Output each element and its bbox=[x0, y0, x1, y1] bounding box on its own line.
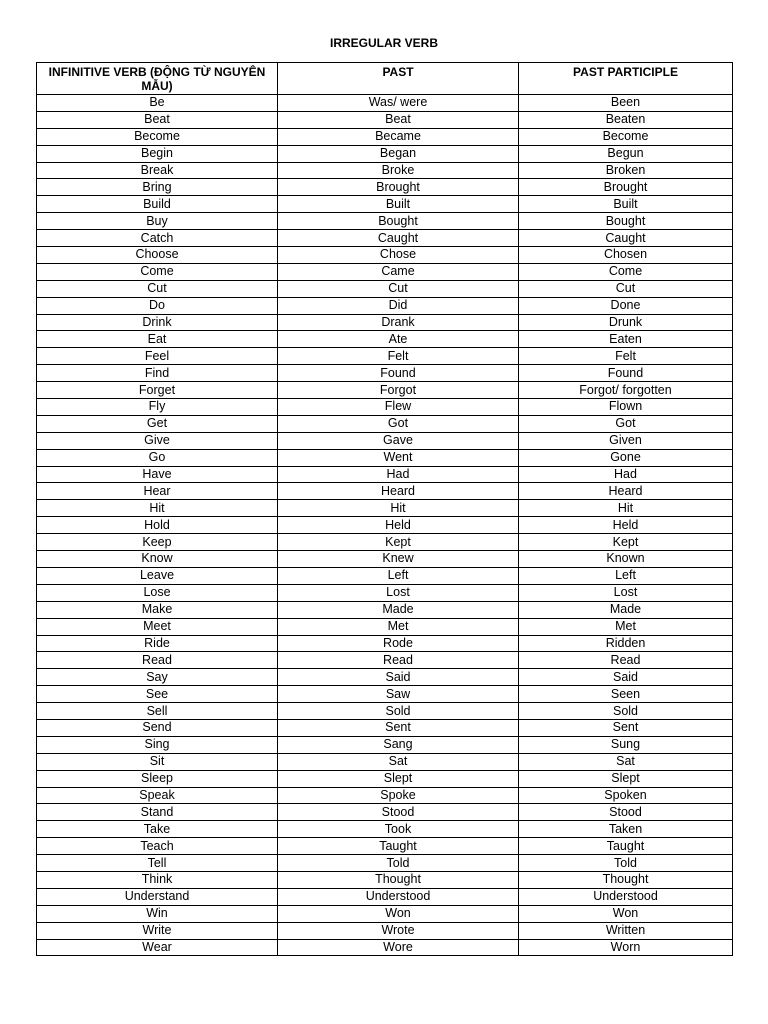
past-participle-cell: Had bbox=[519, 466, 733, 483]
table-row bbox=[37, 331, 733, 348]
past-cell: Began bbox=[278, 145, 519, 162]
header-past: PAST bbox=[278, 63, 519, 95]
infinitive-cell: Ride bbox=[37, 635, 278, 652]
table-body bbox=[37, 95, 733, 956]
past-cell: Kept bbox=[278, 534, 519, 551]
infinitive-cell: Feel bbox=[37, 348, 278, 365]
infinitive-cell: Buy bbox=[37, 213, 278, 230]
table-row bbox=[37, 230, 733, 247]
past-participle-cell: Spoken bbox=[519, 787, 733, 804]
table-row bbox=[37, 635, 733, 652]
past-cell: Wrote bbox=[278, 922, 519, 939]
table-row bbox=[37, 399, 733, 416]
table-row bbox=[37, 500, 733, 517]
past-participle-cell: Held bbox=[519, 517, 733, 534]
past-participle-cell: Done bbox=[519, 297, 733, 314]
infinitive-cell: Fly bbox=[37, 399, 278, 416]
past-participle-cell: Worn bbox=[519, 939, 733, 956]
table-row bbox=[37, 111, 733, 128]
table-row bbox=[37, 703, 733, 720]
past-participle-cell: Lost bbox=[519, 584, 733, 601]
past-participle-cell: Come bbox=[519, 263, 733, 280]
table-row bbox=[37, 601, 733, 618]
infinitive-cell: Drink bbox=[37, 314, 278, 331]
infinitive-cell: Say bbox=[37, 669, 278, 686]
table-row bbox=[37, 145, 733, 162]
past-participle-cell: Ridden bbox=[519, 635, 733, 652]
infinitive-cell: Sing bbox=[37, 736, 278, 753]
table-row bbox=[37, 534, 733, 551]
past-cell: Did bbox=[278, 297, 519, 314]
table-row bbox=[37, 551, 733, 568]
past-participle-cell: Felt bbox=[519, 348, 733, 365]
infinitive-cell: Read bbox=[37, 652, 278, 669]
past-participle-cell: Understood bbox=[519, 888, 733, 905]
past-cell: Read bbox=[278, 652, 519, 669]
past-cell: Was/ were bbox=[278, 95, 519, 112]
past-cell: Found bbox=[278, 365, 519, 382]
past-participle-cell: Slept bbox=[519, 770, 733, 787]
infinitive-cell: Cut bbox=[37, 280, 278, 297]
past-participle-cell: Become bbox=[519, 128, 733, 145]
past-cell: Wore bbox=[278, 939, 519, 956]
table-row bbox=[37, 213, 733, 230]
table-row bbox=[37, 770, 733, 787]
past-participle-cell: Eaten bbox=[519, 331, 733, 348]
past-participle-cell: Heard bbox=[519, 483, 733, 500]
infinitive-cell: Stand bbox=[37, 804, 278, 821]
past-participle-cell: Taken bbox=[519, 821, 733, 838]
past-participle-cell: Taught bbox=[519, 838, 733, 855]
infinitive-cell: Bring bbox=[37, 179, 278, 196]
table-row bbox=[37, 162, 733, 179]
infinitive-cell: Send bbox=[37, 719, 278, 736]
past-participle-cell: Forgot/ forgotten bbox=[519, 382, 733, 399]
past-participle-cell: Found bbox=[519, 365, 733, 382]
infinitive-cell: Sell bbox=[37, 703, 278, 720]
infinitive-cell: Leave bbox=[37, 567, 278, 584]
past-cell: Chose bbox=[278, 247, 519, 264]
infinitive-cell: Be bbox=[37, 95, 278, 112]
infinitive-cell: Teach bbox=[37, 838, 278, 855]
past-participle-cell: Brought bbox=[519, 179, 733, 196]
table-row bbox=[37, 466, 733, 483]
past-cell: Built bbox=[278, 196, 519, 213]
infinitive-cell: Come bbox=[37, 263, 278, 280]
past-participle-cell: Been bbox=[519, 95, 733, 112]
past-participle-cell: Bought bbox=[519, 213, 733, 230]
past-cell: Rode bbox=[278, 635, 519, 652]
table-row bbox=[37, 804, 733, 821]
past-cell: Left bbox=[278, 567, 519, 584]
table-row bbox=[37, 855, 733, 872]
past-cell: Caught bbox=[278, 230, 519, 247]
infinitive-cell: Beat bbox=[37, 111, 278, 128]
past-cell: Thought bbox=[278, 871, 519, 888]
past-participle-cell: Sold bbox=[519, 703, 733, 720]
past-cell: Drank bbox=[278, 314, 519, 331]
past-cell: Beat bbox=[278, 111, 519, 128]
past-cell: Came bbox=[278, 263, 519, 280]
past-cell: Brought bbox=[278, 179, 519, 196]
table-row bbox=[37, 618, 733, 635]
infinitive-cell: Make bbox=[37, 601, 278, 618]
table-row bbox=[37, 787, 733, 804]
past-cell: Bought bbox=[278, 213, 519, 230]
table-row bbox=[37, 247, 733, 264]
past-participle-cell: Given bbox=[519, 432, 733, 449]
past-cell: Told bbox=[278, 855, 519, 872]
table-row bbox=[37, 905, 733, 922]
past-cell: Heard bbox=[278, 483, 519, 500]
past-cell: Spoke bbox=[278, 787, 519, 804]
past-cell: Lost bbox=[278, 584, 519, 601]
table-row bbox=[37, 753, 733, 770]
infinitive-cell: Sleep bbox=[37, 770, 278, 787]
infinitive-cell: Tell bbox=[37, 855, 278, 872]
table-row bbox=[37, 365, 733, 382]
infinitive-cell: Hit bbox=[37, 500, 278, 517]
past-cell: Stood bbox=[278, 804, 519, 821]
header-infinitive: INFINITIVE VERB (ĐỘNG TỪ NGUYÊN MẪU) bbox=[37, 63, 278, 95]
past-participle-cell: Caught bbox=[519, 230, 733, 247]
table-row bbox=[37, 196, 733, 213]
past-participle-cell: Thought bbox=[519, 871, 733, 888]
table-row bbox=[37, 483, 733, 500]
infinitive-cell: Take bbox=[37, 821, 278, 838]
infinitive-cell: Begin bbox=[37, 145, 278, 162]
table-row bbox=[37, 348, 733, 365]
past-cell: Said bbox=[278, 669, 519, 686]
past-cell: Forgot bbox=[278, 382, 519, 399]
table-row bbox=[37, 280, 733, 297]
past-cell: Held bbox=[278, 517, 519, 534]
document-title: IRREGULAR VERB bbox=[329, 36, 438, 50]
table-row bbox=[37, 95, 733, 112]
past-cell: Took bbox=[278, 821, 519, 838]
past-cell: Sang bbox=[278, 736, 519, 753]
past-cell: Won bbox=[278, 905, 519, 922]
past-participle-cell: Sent bbox=[519, 719, 733, 736]
past-participle-cell: Left bbox=[519, 567, 733, 584]
infinitive-cell: Meet bbox=[37, 618, 278, 635]
table-row bbox=[37, 888, 733, 905]
infinitive-cell: Catch bbox=[37, 230, 278, 247]
infinitive-cell: Forget bbox=[37, 382, 278, 399]
past-cell: Flew bbox=[278, 399, 519, 416]
past-participle-cell: Gone bbox=[519, 449, 733, 466]
past-cell: Made bbox=[278, 601, 519, 618]
past-cell: Felt bbox=[278, 348, 519, 365]
past-participle-cell: Chosen bbox=[519, 247, 733, 264]
infinitive-cell: Wear bbox=[37, 939, 278, 956]
past-cell: Went bbox=[278, 449, 519, 466]
past-participle-cell: Hit bbox=[519, 500, 733, 517]
past-participle-cell: Cut bbox=[519, 280, 733, 297]
infinitive-cell: Write bbox=[37, 922, 278, 939]
table-row bbox=[37, 838, 733, 855]
infinitive-cell: Give bbox=[37, 432, 278, 449]
infinitive-cell: Become bbox=[37, 128, 278, 145]
infinitive-cell: Eat bbox=[37, 331, 278, 348]
infinitive-cell: Speak bbox=[37, 787, 278, 804]
infinitive-cell: Understand bbox=[37, 888, 278, 905]
table-row bbox=[37, 415, 733, 432]
past-participle-cell: Sat bbox=[519, 753, 733, 770]
infinitive-cell: Sit bbox=[37, 753, 278, 770]
table-row bbox=[37, 263, 733, 280]
infinitive-cell: Break bbox=[37, 162, 278, 179]
table-row bbox=[37, 584, 733, 601]
infinitive-cell: Lose bbox=[37, 584, 278, 601]
infinitive-cell: See bbox=[37, 686, 278, 703]
past-cell: Understood bbox=[278, 888, 519, 905]
infinitive-cell: Think bbox=[37, 871, 278, 888]
past-cell: Sold bbox=[278, 703, 519, 720]
table-row bbox=[37, 719, 733, 736]
past-cell: Got bbox=[278, 415, 519, 432]
past-cell: Gave bbox=[278, 432, 519, 449]
table-row bbox=[37, 567, 733, 584]
past-participle-cell: Built bbox=[519, 196, 733, 213]
table-row bbox=[37, 736, 733, 753]
table-row bbox=[37, 382, 733, 399]
past-cell: Cut bbox=[278, 280, 519, 297]
past-cell: Had bbox=[278, 466, 519, 483]
table-row bbox=[37, 128, 733, 145]
table-row bbox=[37, 871, 733, 888]
past-participle-cell: Written bbox=[519, 922, 733, 939]
past-participle-cell: Flown bbox=[519, 399, 733, 416]
infinitive-cell: Hear bbox=[37, 483, 278, 500]
past-cell: Taught bbox=[278, 838, 519, 855]
past-cell: Sent bbox=[278, 719, 519, 736]
past-cell: Hit bbox=[278, 500, 519, 517]
past-cell: Sat bbox=[278, 753, 519, 770]
infinitive-cell: Build bbox=[37, 196, 278, 213]
table-header-row bbox=[37, 63, 733, 95]
past-cell: Ate bbox=[278, 331, 519, 348]
table-row bbox=[37, 686, 733, 703]
table-row bbox=[37, 669, 733, 686]
infinitive-cell: Go bbox=[37, 449, 278, 466]
past-participle-cell: Known bbox=[519, 551, 733, 568]
past-participle-cell: Met bbox=[519, 618, 733, 635]
infinitive-cell: Win bbox=[37, 905, 278, 922]
past-participle-cell: Told bbox=[519, 855, 733, 872]
past-cell: Slept bbox=[278, 770, 519, 787]
past-cell: Knew bbox=[278, 551, 519, 568]
past-participle-cell: Sung bbox=[519, 736, 733, 753]
infinitive-cell: Keep bbox=[37, 534, 278, 551]
past-participle-cell: Kept bbox=[519, 534, 733, 551]
infinitive-cell: Have bbox=[37, 466, 278, 483]
table-row bbox=[37, 922, 733, 939]
past-cell: Saw bbox=[278, 686, 519, 703]
past-participle-cell: Broken bbox=[519, 162, 733, 179]
past-participle-cell: Made bbox=[519, 601, 733, 618]
table-row bbox=[37, 179, 733, 196]
past-participle-cell: Got bbox=[519, 415, 733, 432]
past-participle-cell: Begun bbox=[519, 145, 733, 162]
past-cell: Became bbox=[278, 128, 519, 145]
header-past-participle: PAST PARTICIPLE bbox=[519, 63, 733, 95]
table-row bbox=[37, 432, 733, 449]
past-participle-cell: Won bbox=[519, 905, 733, 922]
infinitive-cell: Get bbox=[37, 415, 278, 432]
past-participle-cell: Seen bbox=[519, 686, 733, 703]
past-cell: Met bbox=[278, 618, 519, 635]
past-participle-cell: Beaten bbox=[519, 111, 733, 128]
past-participle-cell: Said bbox=[519, 669, 733, 686]
past-participle-cell: Read bbox=[519, 652, 733, 669]
table-row bbox=[37, 652, 733, 669]
irregular-verb-table bbox=[36, 62, 733, 956]
past-cell: Broke bbox=[278, 162, 519, 179]
infinitive-cell: Choose bbox=[37, 247, 278, 264]
infinitive-cell: Do bbox=[37, 297, 278, 314]
infinitive-cell: Hold bbox=[37, 517, 278, 534]
table-row bbox=[37, 821, 733, 838]
table-row bbox=[37, 314, 733, 331]
table-row bbox=[37, 517, 733, 534]
table-row bbox=[37, 297, 733, 314]
table-row bbox=[37, 449, 733, 466]
infinitive-cell: Find bbox=[37, 365, 278, 382]
past-participle-cell: Stood bbox=[519, 804, 733, 821]
infinitive-cell: Know bbox=[37, 551, 278, 568]
table-row bbox=[37, 939, 733, 956]
past-participle-cell: Drunk bbox=[519, 314, 733, 331]
